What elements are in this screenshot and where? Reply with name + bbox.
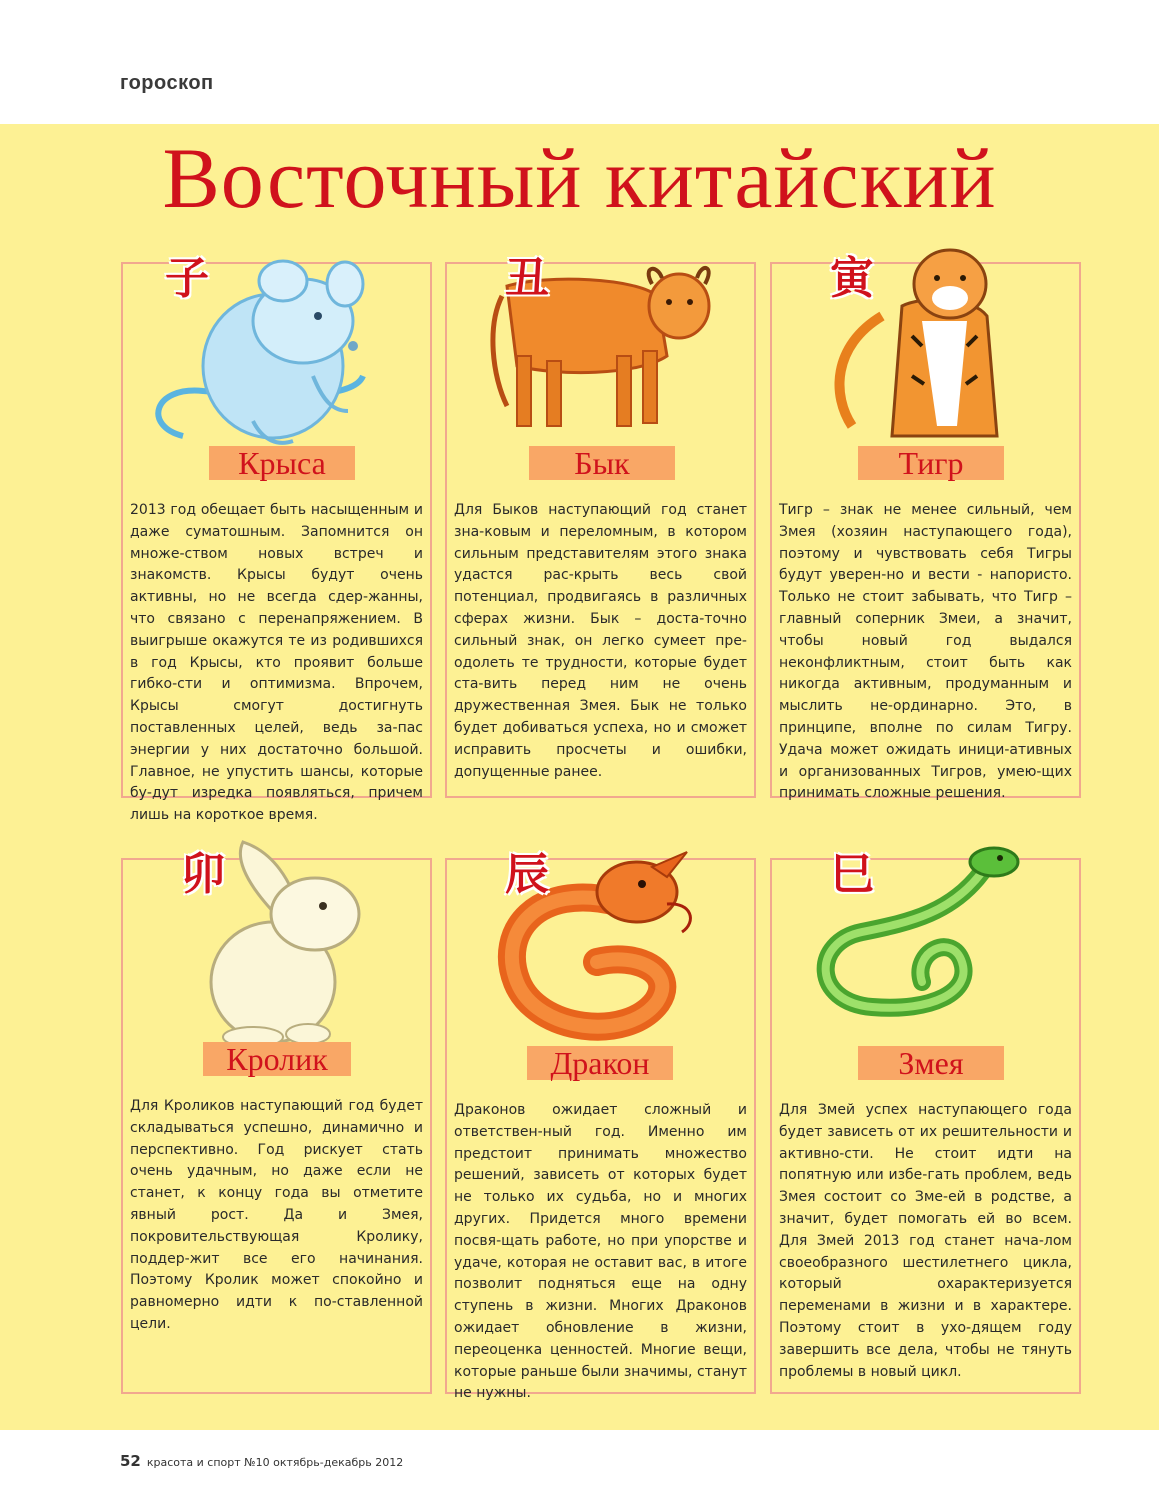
card-name-dragon: Дракон bbox=[527, 1046, 673, 1080]
zodiac-card-rabbit bbox=[121, 849, 432, 1394]
card-name-rabbit: Кролик bbox=[203, 1042, 351, 1076]
card-text-snake: Для Змей успех наступающего года будет зависеть от их решительности и активно-сти. Не стоит идти на попятную или избе-гать проблем, ведь Змея состоит со Зме-ей в родстве, а значит, будет помогать ей во всем. Для Змей 2013 год станет нача-лом своеобразного шестилетнего цикла, который охарактеризуется переменами в жизни и в характере. Поэтому стоит в ухо-дящем году завершить все дела, чтобы не тянуть проблемы в новый цикл. bbox=[779, 1102, 1072, 1380]
rabbit-hanzi: 卯 bbox=[181, 849, 225, 900]
page-number: 52 bbox=[120, 1452, 141, 1470]
tiger-hanzi: 寅 bbox=[830, 253, 874, 304]
zodiac-card-rat bbox=[121, 253, 432, 824]
dragon-hanzi: 辰 bbox=[505, 849, 549, 900]
publication-info: красота и спорт №10 октябрь-декабрь 2012 bbox=[146, 1456, 404, 1469]
page-footer bbox=[120, 1452, 403, 1470]
zodiac-card-ox bbox=[445, 253, 756, 798]
card-name-rat: Крыса bbox=[209, 446, 355, 480]
zodiac-card-dragon bbox=[445, 849, 756, 1402]
card-text-dragon: Драконов ожидает сложный и ответствен-ный год. Именно им предстоит принимать множество решений, зависеть от которых будет не только их судьба, но и многих других. Придется много времени посвя-щать работе, но при упорстве и удаче, которая не оставит вас, в итоге позволит подняться еще на одну ступень в жизни. Многих Драконов ожидает обновление в жизни, переоценка ценностей. Многие вещи, которые раньше были значимы, станут не нужны. bbox=[454, 1102, 747, 1402]
page-title: Восточный китайский bbox=[162, 130, 997, 226]
ox-hanzi: 丑 bbox=[505, 253, 549, 304]
snake-icon bbox=[772, 822, 1083, 1052]
tiger-icon bbox=[772, 226, 1083, 456]
card-name-tiger: Тигр bbox=[858, 446, 1004, 480]
card-name-snake: Змея bbox=[858, 1046, 1004, 1080]
rabbit-icon bbox=[123, 822, 434, 1052]
card-name-ox: Бык bbox=[529, 446, 675, 480]
dragon-icon bbox=[447, 822, 758, 1052]
card-text-rat: 2013 год обещает быть насыщенным и даже суматошным. Запомнится он множе-ством новых встреч и знакомств. Крысы будут очень активны, но не всегда сдер-жанны, что связано с перенапряжением. В выигрыше окажутся те из родившихся в год Крысы, кто проявит больше гибко-сти и оптимизма. Впрочем, Крысы смогут достигнуть поставленных целей, ведь за-пас энергии у них достаточно большой. Главное, не упустить шансы, которые бу-дут изредка появляться, причем лишь на короткое время. bbox=[130, 502, 423, 824]
zodiac-card-snake bbox=[770, 849, 1081, 1394]
rat-hanzi: 子 bbox=[165, 253, 209, 304]
card-text-tiger: Тигр – знак не менее сильный, чем Змея (хозяин наступающего года), поэтому и чувствовать себя Тигры будут уверен-но и вести - напористо. Только не стоит забывать, что Тигр – главный соперник Змеи, а значит, чтобы новый год выдался неконфликтным, стоит быть как никогда активным, продуманным и мыслить не-ординарно. Это, в принципе, вполне по силам Тигру. Удача может ожидать иници-ативных и организованных Тигров, умею-щих принимать сложные решения. bbox=[779, 502, 1072, 802]
card-text-rabbit: Для Кроликов наступающий год будет складываться успешно, динамично и перспективно. Год рискует стать очень удачным, но даже если не станет, к концу года вы отметите явный рост. Да и Змея, покровительствующая Кролику, поддер-жит все его начинания. Поэтому Кролик может спокойно и равномерно идти к по-ставленной цели. bbox=[130, 1098, 423, 1332]
zodiac-card-tiger bbox=[770, 253, 1081, 802]
card-text-ox: Для Быков наступающий год станет зна-ковым и переломным, в котором сильным представителям этого знака удастся рас-крыть весь свой потенциал, продвигаясь в различных сферах жизни. Бык – доста-точно сильный знак, он легко сумеет пре-одолеть те трудности, которые будет ста-вить перед ним не очень дружественная Змея. Бык не только будет добиваться успеха, но и сможет исправить просчеты и ошибки, допущенные ранее. bbox=[454, 502, 747, 780]
section-label: гороскоп bbox=[120, 72, 214, 94]
ox-icon bbox=[447, 226, 758, 456]
snake-hanzi: 巳 bbox=[830, 849, 874, 900]
